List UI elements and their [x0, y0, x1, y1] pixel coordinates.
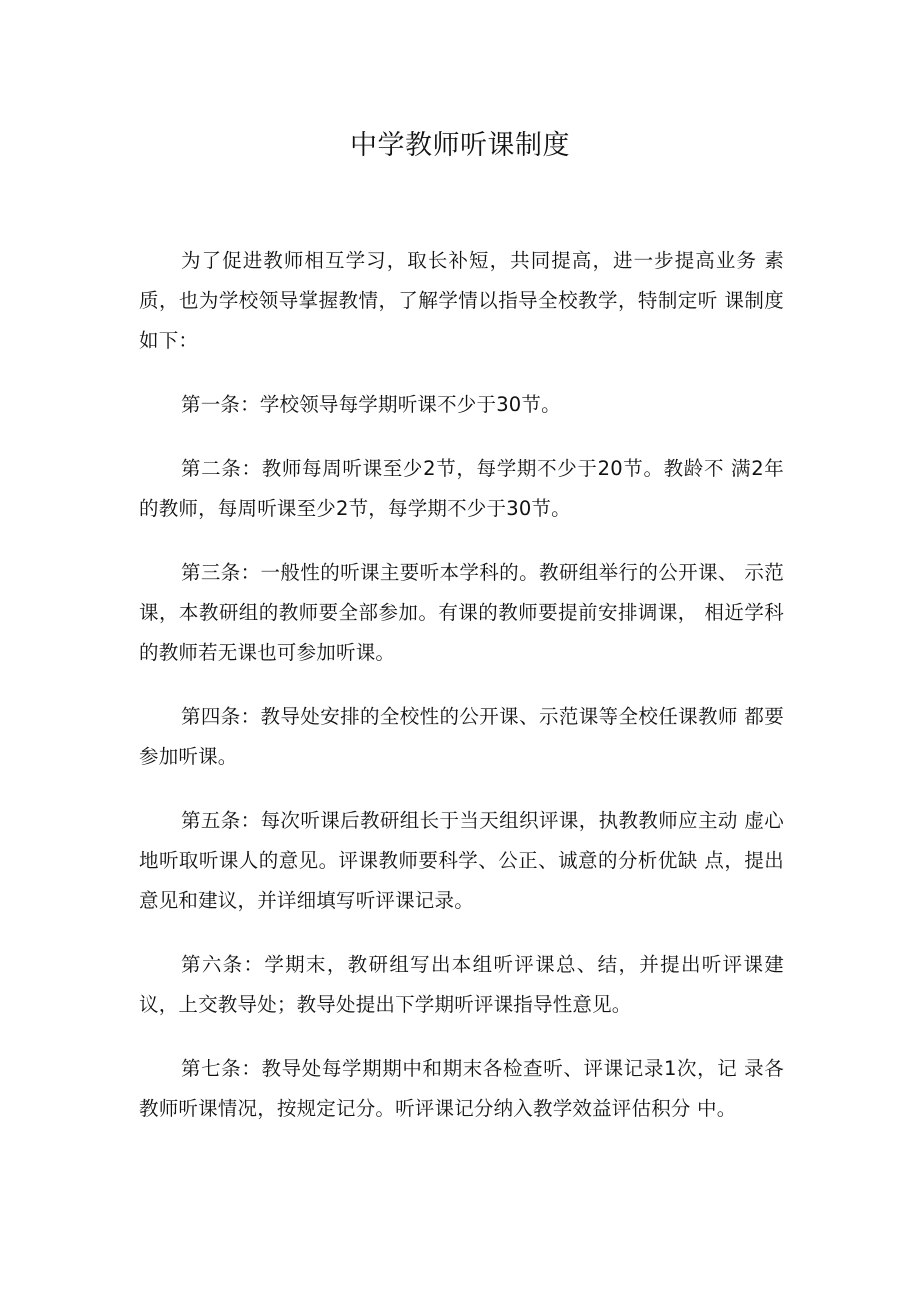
paragraph-article-4: 第四条：教导处安排的全校性的公开课、示范课等全校任课教师 都要参加听课。 — [139, 705, 784, 768]
paragraph-article-3: 第三条：一般性的听课主要听本学科的。教研组举行的公开课、 示范课，本教研组的教师要全部参加。有课的教师要提前安排调课， 相近学科的教师若无课也可参加听课。 — [139, 561, 784, 664]
page-title: 中学教师听课制度 — [350, 130, 570, 161]
paragraph-article-5: 第五条：每次听课后教研组长于当天组织评课，执教教师应主动 虚心地听取听课人的意见。评课教师要科学、公正、诚意的分析优缺 点，提出意见和建议，并详细填写听评课记录。 — [139, 809, 784, 912]
document-body — [139, 241, 784, 1153]
paragraph-article-2: 第二条：教师每周听课至少2节，每学期不少于20节。教龄不 满2年的教师，每周听课至少2节，每学期不少于30节。 — [139, 457, 784, 520]
paragraph-article-7: 第七条：教导处每学期期中和期末各检查听、评课记录1次，记 录各教师听课情况，按规定记分。听评课记分纳入教学效益评估积分 中。 — [139, 1057, 784, 1120]
paragraph-article-6: 第六条：学期末，教研组写出本组听评课总、结，并提出听评课建议，上交教导处；教导处提出下学期听评课指导性意见。 — [139, 953, 784, 1016]
paragraph-article-1: 第一条：学校领导每学期听课不少于30节。 — [181, 393, 561, 416]
paragraph-intro: 为了促进教师相互学习，取长补短，共同提高，进一步提高业务 素质，也为学校领导掌握教情，了解学情以指导全校教学，特制定听 课制度如下： — [139, 249, 784, 352]
